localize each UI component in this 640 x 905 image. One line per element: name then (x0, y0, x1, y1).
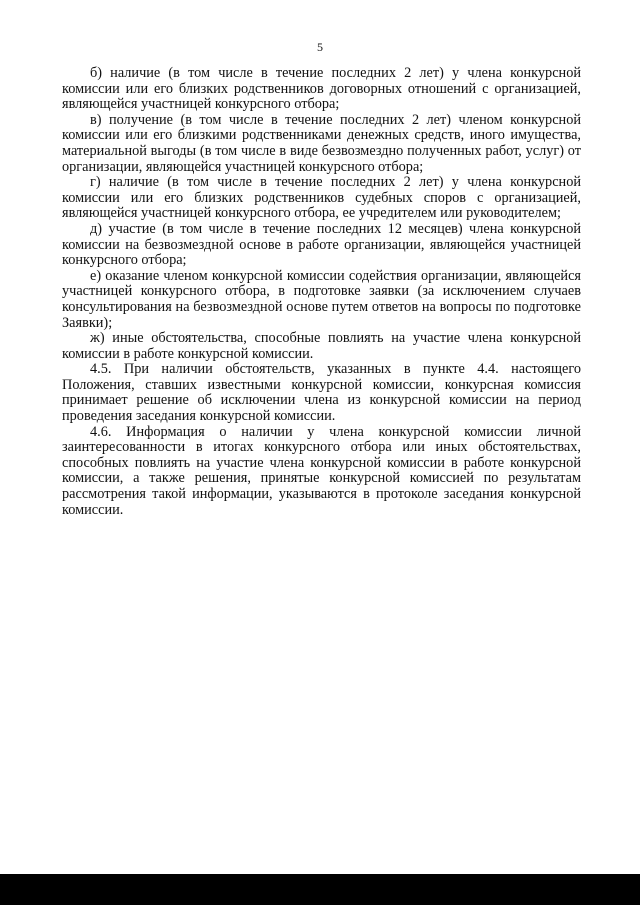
scan-bottom-edge (0, 874, 640, 905)
paragraph-v: в) получение (в том числе в течение последних 2 лет) членом конкурсной комиссии или его близкими родственниками денежных средств, иного имущества, материальной выгоды (в том числе в виде безвозмездно полученных работ, услуг) от организации, являющейся участницей конкурсного отбора; (62, 111, 581, 175)
paragraph-4-5: 4.5. При наличии обстоятельств, указанных в пункте 4.4. настоящего Положения, ставших известными конкурсной комиссии, конкурсная комиссия принимает решение об исключении члена из конкурсной комиссии на период проведения заседания конкурсной комиссии. (62, 361, 581, 425)
paragraph-d: д) участие (в том числе в течение последних 12 месяцев) члена конкурсной комиссии на безвозмездной основе в работе организации, являющейся участницей конкурсного отбора; (62, 220, 581, 269)
paragraph-g: г) наличие (в том числе в течение последних 2 лет) у члена конкурсной комиссии или его близких родственников судебных споров с организацией, являющейся участницей конкурсного отбора, ее учредителем или руководителем; (62, 174, 581, 222)
paragraph-e: е) оказание членом конкурсной комиссии содействия организации, являющейся участницей конкурсного отбора, в подготовке заявки (за исключением случаев консультирования на безвозмездной основе путем ответов на вопросы по подготовке Заявки); (62, 267, 581, 331)
paragraph-b: б) наличие (в том числе в течение последних 2 лет) у члена конкурсной комиссии или его близких родственников договорных отношений с организацией, являющейся участницей конкурсного отбора; (62, 65, 581, 113)
paragraph-4-6: 4.6. Информация о наличии у члена конкурсной комиссии личной заинтересованности в итогах конкурсного отбора или иных обстоятельствах, способных повлиять на участие члена конкурсной комиссии в работе конкурсной комиссии, а также решения, принятые конкурсной комиссией по результатам рассмотрения такой информации, указываются в протоколе заседания конкурсной комиссии. (62, 423, 581, 518)
paragraph-zh: ж) иные обстоятельства, способные повлиять на участие члена конкурсной комиссии в работе конкурсной комиссии. (62, 330, 581, 362)
document-body (62, 66, 581, 518)
page-number: 5 (317, 40, 323, 54)
